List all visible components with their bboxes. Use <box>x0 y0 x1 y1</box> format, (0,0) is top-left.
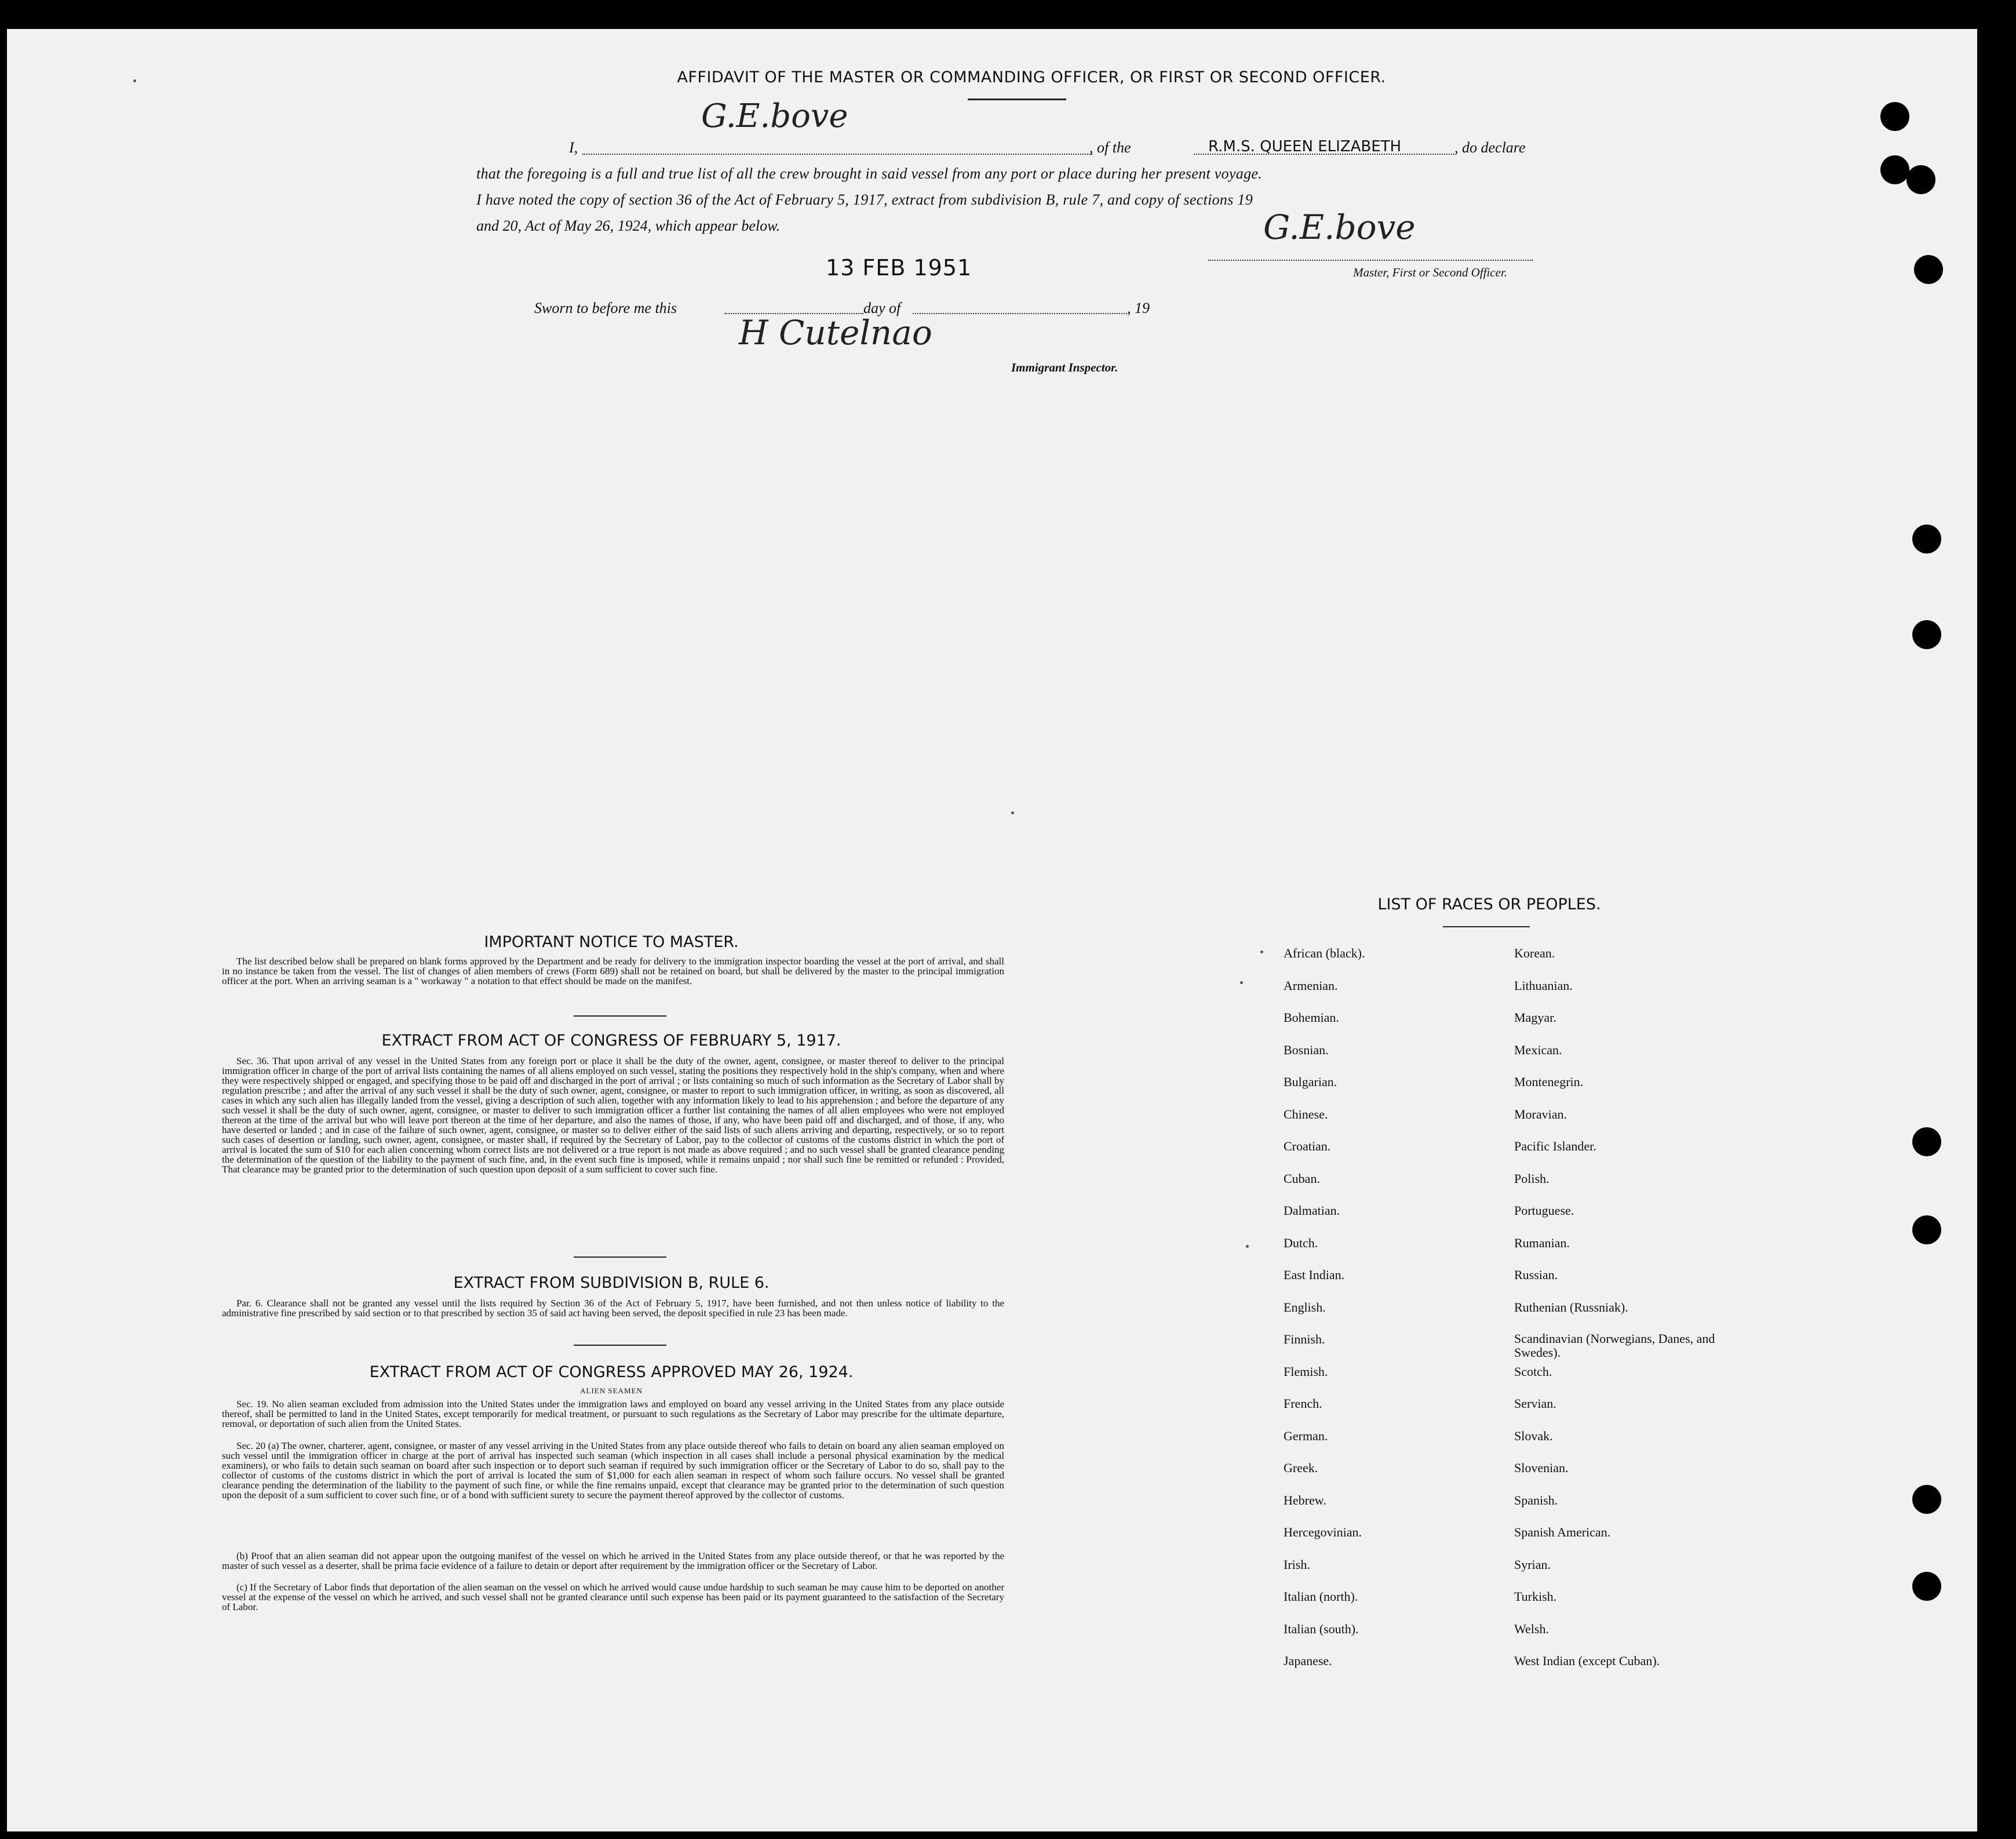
races-row <box>1284 1429 1758 1461</box>
race-right-item: West Indian (except Cuban). <box>1514 1654 1660 1668</box>
print-speck <box>1260 951 1263 953</box>
affidavit-line3: I have noted the copy of section 36 of the Act of February 5, 1917, extract from subdivision B, rule 7, and copy of sections 19 <box>476 191 1253 208</box>
race-right-item: Korean. <box>1514 946 1555 960</box>
print-speck <box>1246 1245 1249 1248</box>
print-speck <box>133 79 136 82</box>
alien-seamen-subtitle: ALIEN SEAMEN <box>580 1386 643 1395</box>
race-right-item: Rumanian. <box>1514 1235 1570 1250</box>
races-table <box>1284 946 1758 1686</box>
affidavit-heading: AFFIDAVIT OF THE MASTER OR COMMANDING OFFICER, OR FIRST OR SECOND OFFICER. <box>677 68 1386 86</box>
of-the-label: , of the <box>1089 139 1131 156</box>
print-speck <box>1011 811 1014 814</box>
extract-1917-rule <box>574 1257 666 1258</box>
races-row <box>1284 1332 1758 1364</box>
race-right-item: Ruthenian (Russniak). <box>1514 1299 1628 1314</box>
race-right-item: Lithuanian. <box>1514 978 1573 993</box>
binder-hole <box>1912 620 1941 649</box>
extract-1917-title: EXTRACT FROM ACT OF CONGRESS OF FEBRUARY 5, 1917. <box>381 1032 841 1050</box>
master-signature: G.E.bove <box>1263 207 1416 247</box>
races-row <box>1284 1396 1758 1429</box>
year-label: , 19 <box>1127 300 1150 316</box>
races-row <box>1284 1622 1758 1654</box>
races-row <box>1284 1589 1758 1622</box>
binder-hole <box>1906 165 1935 194</box>
sec-20a-text: Sec. 20 (a) The owner, charterer, agent, consignee, or master of any vessel arriving in the United States from any place outside thereof who fails to detain on board any alien seaman employed on such vessel until the immigration officer in charge at the port of arrival has inspected such seaman (which inspection in all cases shall include a personal physical examination by the medical examiners), or who fails to detain such seaman on board after such inspection or to deport such seaman if required by such immigration officer or the Secretary of Labor to do so, shall pay to the collector of customs of the customs district in which the port of arrival is located the sum of $1,000 for each alien seaman in respect of whom such failure occurs. No vessel shall be granted clearance pending the determination of the liability to the payment of such fine, or while the fine remains unpaid, except that clearance may be granted prior to the determination of such question upon the deposit of a sum sufficient to cover such fine, or of a bond with sufficient surety to secure the payment thereof approved by the collector of customs. <box>222 1440 1004 1501</box>
vessel-line <box>1194 154 1454 155</box>
race-left-item: East Indian. <box>1284 1268 1345 1282</box>
notice-rule <box>574 1015 666 1017</box>
race-right-item: Scotch. <box>1514 1364 1552 1379</box>
sworn-month-line <box>913 313 1127 314</box>
affidavit-line4: and 20, Act of May 26, 1924, which appear below. <box>476 217 781 234</box>
inspector-signature: H Cutelnao <box>739 313 932 352</box>
race-left-item: Japanese. <box>1284 1654 1332 1668</box>
race-left-item: Finnish. <box>1284 1332 1325 1346</box>
races-row <box>1284 1557 1758 1590</box>
races-row <box>1284 1300 1758 1332</box>
race-left-item: Bulgarian. <box>1284 1075 1337 1089</box>
affidavit-line2: that the foregoing is a full and true list of all the crew brought in said vessel from any port or place during her present voyage. <box>476 165 1263 182</box>
race-right-item: Montenegrin. <box>1514 1075 1584 1089</box>
race-left-item: Cuban. <box>1284 1171 1320 1186</box>
binder-hole <box>1912 1572 1941 1601</box>
races-row <box>1284 1010 1758 1043</box>
race-left-item: Hebrew. <box>1284 1492 1326 1507</box>
race-left-item: Bohemian. <box>1284 1010 1339 1025</box>
race-left-item: Greek. <box>1284 1461 1318 1475</box>
extract-1917-body: Sec. 36. That upon arrival of any vessel in the United States from any foreign port or place it shall be the duty of the owner, agent, consignee, or master thereof to deliver to the principal immigration officer in charge of the port of arrival lists containing the names of all aliens employed on such vessel, stating the positions they respectively hold in the ship's company, when and where they were respectively shipped or engaged, and specifying those to be paid off and discharged in the port of arrival ; or lists containing so much of such information as the Secretary of Labor shall by regulation prescribe ; and after the arrival of any such vessel it shall be the duty of such owner, agent, consignee, or master to report to such immigration officer, in writing, as soon as discovered, all cases in which any such alien has illegally landed from the vessel, giving a description of such alien, together with any information likely to lead to his apprehension ; and before the departure of any such vessel it shall be the duty of such owner, agent, consignee, or master to deliver to such immigration officer a further list containing the names of all alien employees who were not employed thereon at the time of the arrival but who will leave port thereon at the time of her departure, and also the names of those, if any, who have been paid off and discharged, and of those, if any, who have deserted or landed ; and in case of the failure of such owner, agent, consignee, or master so to deliver either of the said lists of such aliens arriving and departing, respectively, or so to report such cases of desertion or landing, such owner, agent, consignee, or master shall, if required by the Secretary of Labor, pay to the collector of customs of the customs district in which the port of arrival is located the sum of $10 for each alien concerning whom correct lists are not delivered or a true report is not made as above required ; and no such vessel shall be granted clearance pending the determination of the question of the liability to the payment of such fine, and, in the event such fine is imposed, while it remains unpaid ; nor shall such fine be remitted or refunded : Provided, That clearance may be granted prior to the determination of such question upon deposit of a sum sufficient to cover such fine. <box>222 1055 1004 1175</box>
race-right-item: Spanish American. <box>1514 1525 1611 1539</box>
sec-20c-text: (c) If the Secretary of Labor finds that deportation of the alien seaman on the vessel on which he arrived would cause undue hardship to such seaman he may cause him to be deported on another vessel at the expense of the vessel on which he arrived, and such vessel shall not be granted clearance until such expense has been paid or its payment guaranteed to the satisfaction of the Secretary of Labor. <box>222 1582 1004 1612</box>
race-left-item: Hercegovinian. <box>1284 1525 1362 1539</box>
races-row <box>1284 1075 1758 1107</box>
race-right-item: Pacific Islander. <box>1514 1139 1596 1153</box>
race-left-item: Italian (north). <box>1284 1589 1358 1604</box>
vessel-name: R.M.S. QUEEN ELIZABETH <box>1208 138 1402 155</box>
binder-hole <box>1912 1215 1941 1244</box>
binder-hole <box>1912 1485 1941 1514</box>
races-row <box>1284 1268 1758 1300</box>
race-right-item: Syrian. <box>1514 1557 1551 1572</box>
race-left-item: Armenian. <box>1284 978 1338 993</box>
race-left-item: French. <box>1284 1396 1322 1411</box>
race-left-item: English. <box>1284 1299 1326 1314</box>
race-right-item: Moravian. <box>1514 1106 1567 1121</box>
races-row <box>1284 1364 1758 1397</box>
race-left-item: Flemish. <box>1284 1364 1328 1379</box>
race-left-item: Dutch. <box>1284 1235 1318 1250</box>
race-right-item: Spanish. <box>1514 1492 1558 1507</box>
binder-hole <box>1880 155 1909 184</box>
sec-19-text: Sec. 19. No alien seaman excluded from admission into the United States under the immigration laws and employed on board any vessel arriving in the United States from any place outside thereof, shall be permitted to land in the United States, except temporarily for medical treatment, or pursuant to such regulations as the Secretary of Labor may prescribe for the ultimate departure, removal, or deportation of such alien from the United States. <box>222 1399 1004 1429</box>
race-right-item: Welsh. <box>1514 1621 1549 1636</box>
date-stamp: 13 FEB 1951 <box>826 255 972 281</box>
races-row <box>1284 1203 1758 1236</box>
master-label: Master, First or Second Officer. <box>1353 265 1507 279</box>
sec-20b-text: (b) Proof that an alien seaman did not appear upon the outgoing manifest of the vessel on which he arrived in the United States from any place outside thereof, or that he was reported by the master of such vessel as a deserter, shall be prima facie evidence of a failure to detain or deport after requirement by the immigration officer or the Secretary of Labor. <box>222 1550 1004 1571</box>
races-row <box>1284 1525 1758 1557</box>
subdivision-b-rule <box>574 1345 666 1346</box>
race-left-item: German. <box>1284 1428 1328 1443</box>
race-right-item: Portuguese. <box>1514 1203 1574 1218</box>
do-declare-label: , do declare <box>1454 139 1526 156</box>
extract-1924-title: EXTRACT FROM ACT OF CONGRESS APPROVED MAY 26, 1924. <box>369 1363 854 1381</box>
name-line <box>582 154 1092 155</box>
races-title: LIST OF RACES OR PEOPLES. <box>1377 895 1601 913</box>
day-of-label: day of <box>863 300 901 316</box>
race-left-item: Dalmatian. <box>1284 1203 1340 1218</box>
race-left-item: Croatian. <box>1284 1139 1331 1153</box>
races-row <box>1284 978 1758 1011</box>
binder-hole <box>1880 102 1909 131</box>
sworn-label: Sworn to before me this <box>534 300 677 316</box>
notice-body: The list described below shall be prepared on blank forms approved by the Department and be ready for delivery to the immigration inspector boarding the vessel at the port of arrival, and shall in no instance be taken from the vessel. The list of changes of alien members of crews (Form 689) shall not be retained on board, but shall be delivered by the master to the principal immigration officer at the port. When an arriving seaman is a " workaway " a notation to that effect should be made on the manifest. <box>222 956 1004 986</box>
subdivision-b-title: EXTRACT FROM SUBDIVISION B, RULE 6. <box>453 1274 770 1292</box>
race-right-item: Magyar. <box>1514 1010 1556 1025</box>
heading-rule <box>968 99 1066 100</box>
races-row <box>1284 1139 1758 1171</box>
master-signature-line <box>1208 260 1533 261</box>
notice-title: IMPORTANT NOTICE TO MASTER. <box>484 933 739 951</box>
race-right-item: Russian. <box>1514 1268 1558 1282</box>
races-row <box>1284 946 1758 978</box>
signature-top: G.E.bove <box>701 97 848 135</box>
race-right-item: Scandinavian (Norwegians, Danes, and Swedes). <box>1514 1331 1715 1360</box>
race-right-item: Slovenian. <box>1514 1461 1569 1475</box>
race-right-item: Mexican. <box>1514 1042 1562 1057</box>
races-row <box>1284 1043 1758 1075</box>
races-row <box>1284 1654 1758 1686</box>
race-right-item: Turkish. <box>1514 1589 1557 1604</box>
races-rule <box>1443 926 1530 927</box>
race-left-item: Bosnian. <box>1284 1042 1329 1057</box>
races-row <box>1284 1236 1758 1268</box>
races-row <box>1284 1461 1758 1493</box>
print-speck <box>1240 981 1243 984</box>
races-row <box>1284 1107 1758 1139</box>
binder-hole <box>1912 525 1941 553</box>
race-left-item: Chinese. <box>1284 1106 1328 1121</box>
binder-hole <box>1914 255 1943 284</box>
i-label: I, <box>569 139 578 156</box>
race-right-item: Slovak. <box>1514 1428 1553 1443</box>
races-row <box>1284 1171 1758 1204</box>
subdivision-b-body: Par. 6. Clearance shall not be granted any vessel until the lists required by Section 36 of the Act of February 5, 1917, have been furnished, and not then unless notice of liability to the administrative fine prescribed by said section or to that prescribed by section 35 of said act having been served, the deposit specified in rule 23 has been made. <box>222 1298 1004 1319</box>
binder-hole <box>1912 1127 1941 1156</box>
race-right-item: Servian. <box>1514 1396 1556 1411</box>
inspector-label: Immigrant Inspector. <box>1011 360 1118 374</box>
race-left-item: African (black). <box>1284 946 1365 960</box>
race-right-item: Polish. <box>1514 1171 1550 1186</box>
races-row <box>1284 1493 1758 1525</box>
race-left-item: Irish. <box>1284 1557 1310 1572</box>
race-left-item: Italian (south). <box>1284 1621 1359 1636</box>
